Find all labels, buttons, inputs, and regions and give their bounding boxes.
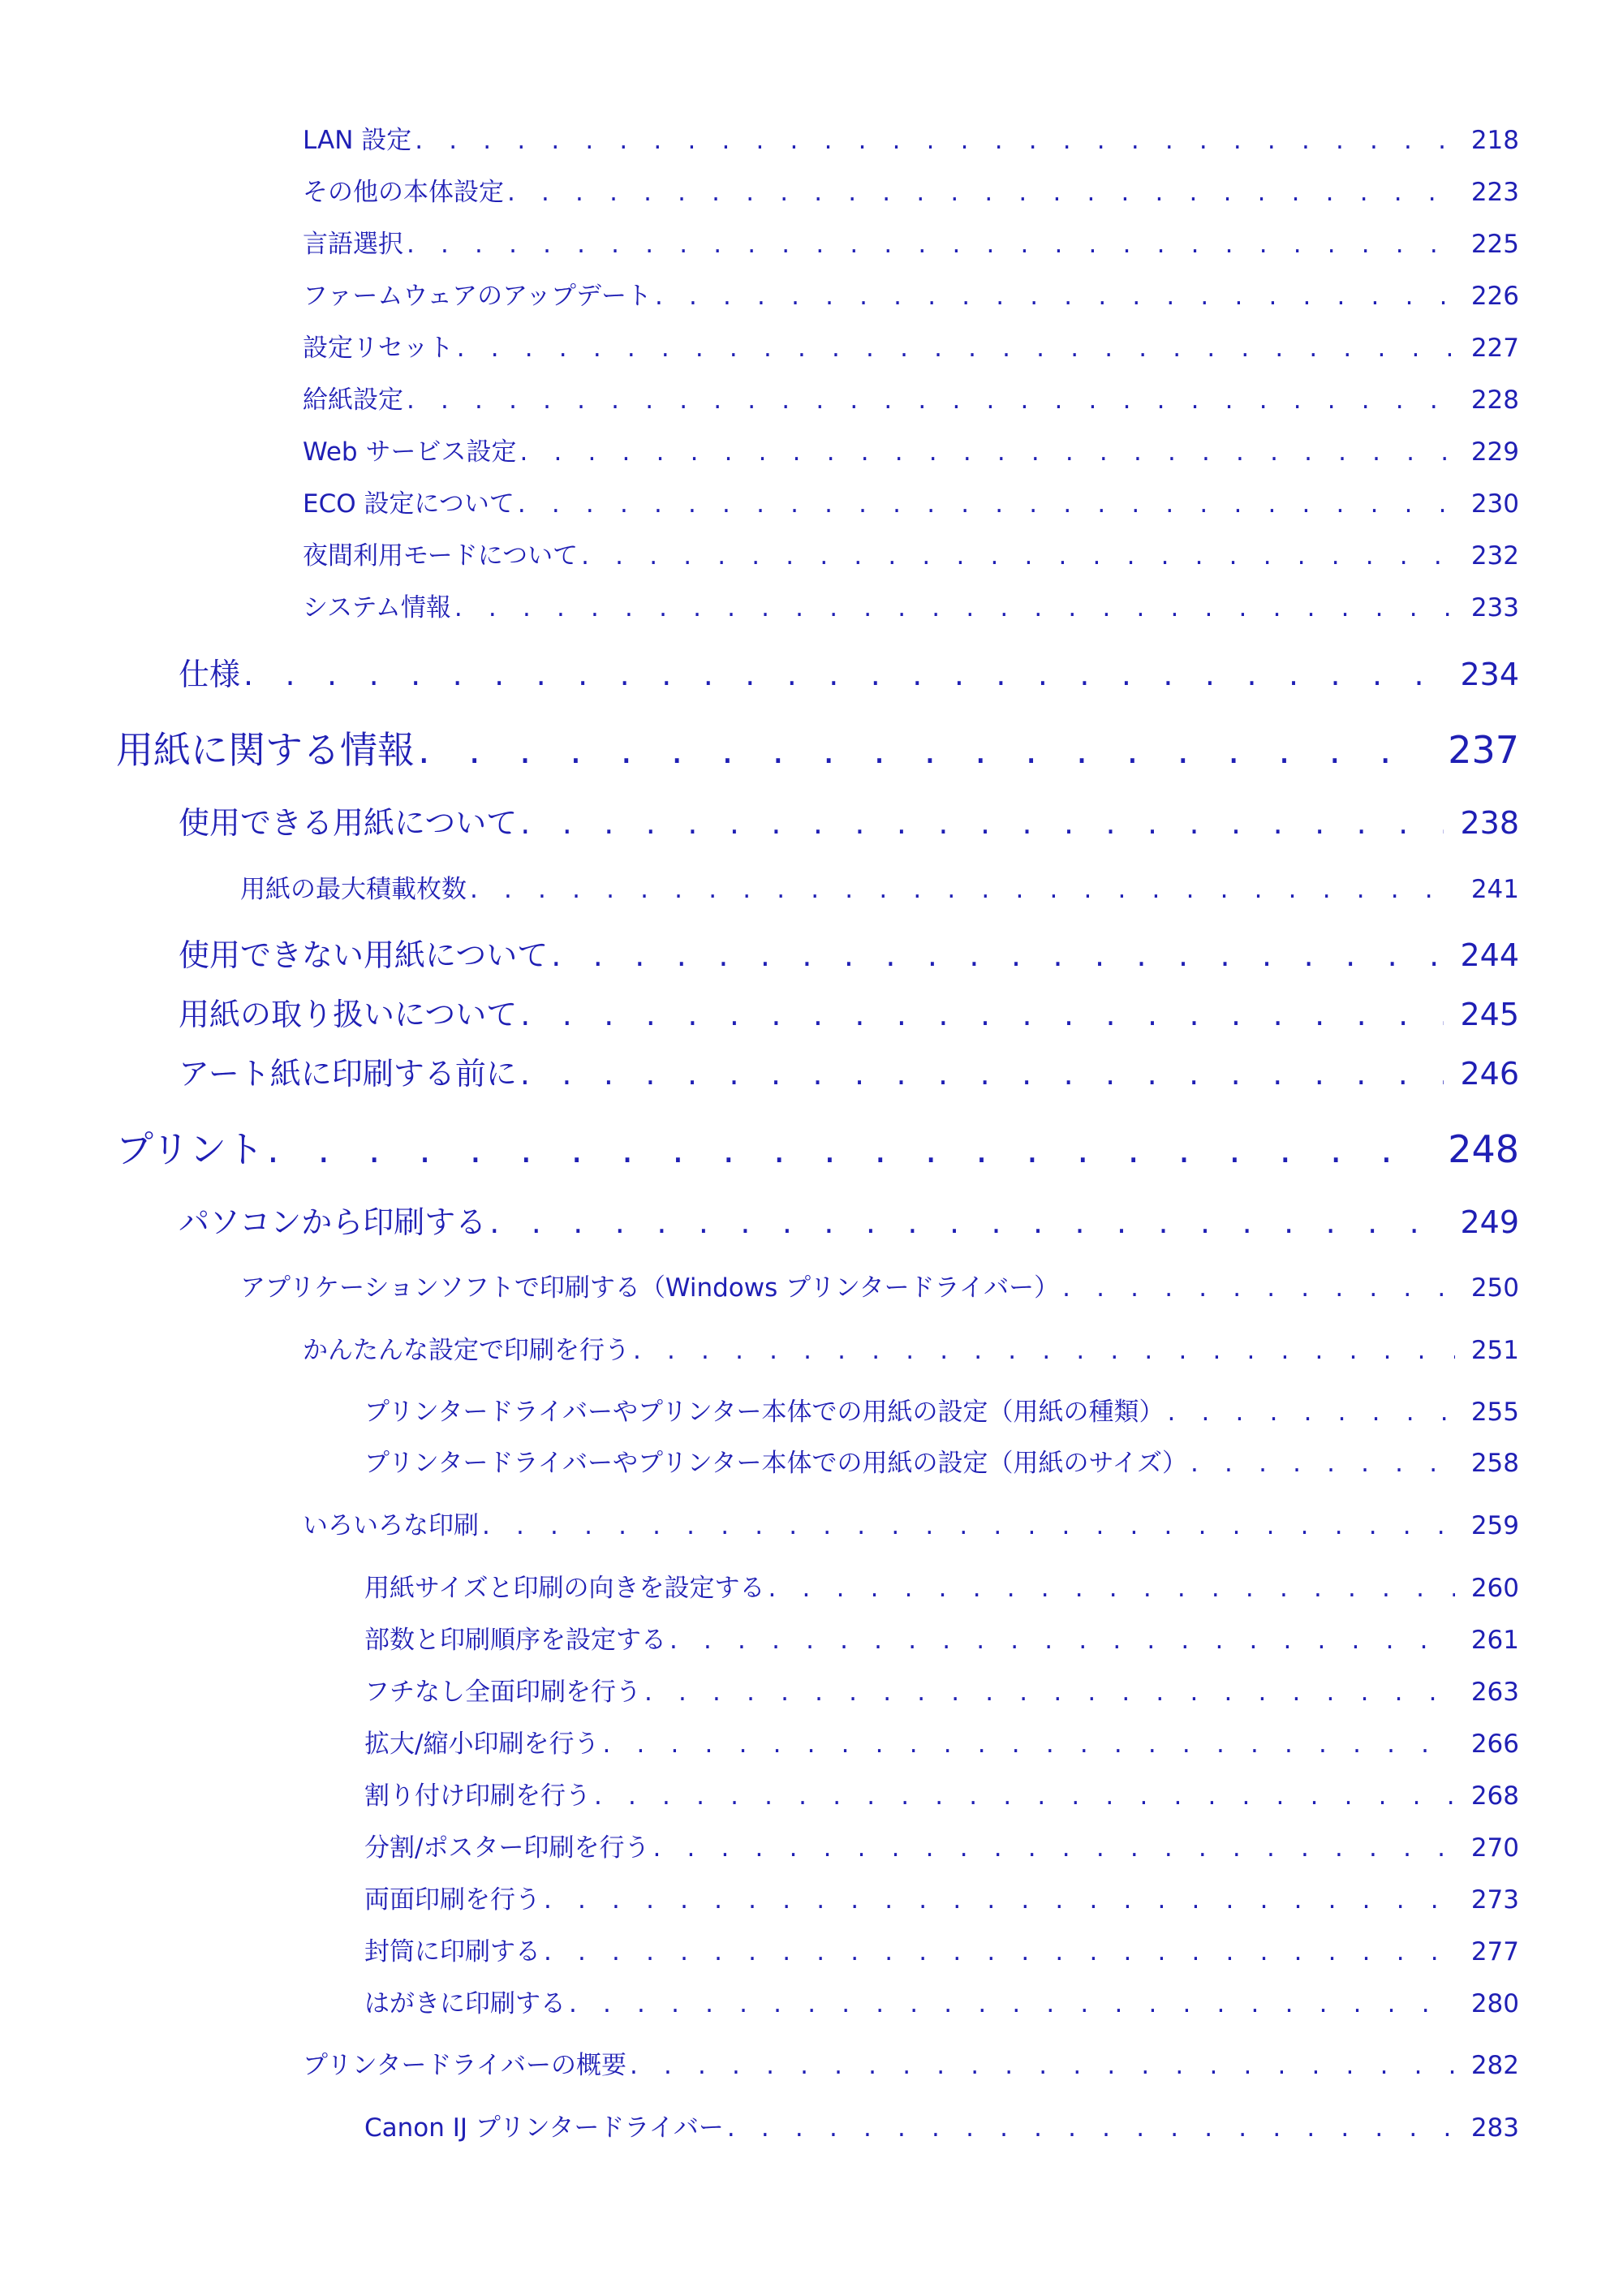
toc-entry-title: パソコンから印刷する <box>179 1204 487 1240</box>
toc-dot-leader <box>1190 1449 1455 1478</box>
toc-dot-leader <box>482 1511 1455 1540</box>
toc-dot-leader <box>267 1127 1431 1171</box>
toc-entry-firmware-update[interactable] <box>303 275 1519 312</box>
toc-dot-leader <box>644 1678 1455 1707</box>
toc-entry-easy-print[interactable] <box>303 1329 1519 1366</box>
toc-entry-title: その他の本体設定 <box>303 178 504 207</box>
toc-entry-driver-overview[interactable] <box>303 2044 1519 2081</box>
toc-entry-other-settings[interactable] <box>303 171 1519 208</box>
toc-dot-leader <box>520 805 1444 841</box>
toc-entry-page: 248 <box>1448 1127 1519 1171</box>
toc-entry-page: 258 <box>1470 1449 1519 1478</box>
toc-entry-page: 228 <box>1470 386 1519 415</box>
toc-entry-page: 255 <box>1470 1398 1519 1427</box>
toc-entry-paper-size-settings[interactable] <box>364 1442 1519 1479</box>
toc-dot-leader <box>454 593 1455 622</box>
toc-entry-title: 使用できない用紙について <box>179 937 549 973</box>
toc-dot-leader <box>243 657 1444 692</box>
toc-dot-leader <box>1168 1398 1455 1427</box>
toc-entry-title: プリンタードライバーやプリンター本体での用紙の設定（用紙の種類） <box>364 1398 1165 1427</box>
toc-entry-page: 273 <box>1470 1885 1519 1915</box>
toc-entry-page: 244 <box>1460 937 1519 973</box>
toc-entry-page: 223 <box>1470 178 1519 207</box>
toc-entry-title: プリント <box>116 1127 265 1171</box>
toc-entry-title: アプリケーションソフトで印刷する（Windows プリンタードライバー） <box>240 1273 1060 1303</box>
toc-entry-page: 260 <box>1470 1574 1519 1603</box>
toc-entry-lan-settings[interactable] <box>303 119 1519 156</box>
toc-entry-page: 245 <box>1460 997 1519 1032</box>
toc-entry-various-printing[interactable] <box>303 1505 1519 1541</box>
toc-dot-leader <box>630 2051 1455 2080</box>
toc-entry-title: 仕様 <box>179 657 241 692</box>
toc-dot-leader <box>520 997 1444 1032</box>
toc-dot-leader <box>594 1781 1455 1811</box>
toc-entry-page: 229 <box>1470 437 1519 467</box>
toc-entry-page: 250 <box>1470 1273 1519 1303</box>
toc-entry-title: 用紙サイズと印刷の向きを設定する <box>364 1574 765 1603</box>
toc-dot-leader <box>602 1730 1454 1759</box>
toc-dot-leader <box>489 1204 1444 1240</box>
toc-entry-duplex[interactable] <box>364 1879 1519 1915</box>
toc-entry-title: 夜間利用モードについて <box>303 541 579 571</box>
toc-entry-page: 233 <box>1470 593 1519 622</box>
toc-entry-envelope[interactable] <box>364 1931 1519 1967</box>
toc-entry-title: アート紙に印刷する前に <box>179 1056 517 1092</box>
toc-entry-title: 用紙に関する情報 <box>116 728 415 772</box>
toc-entry-night-mode[interactable] <box>303 535 1519 571</box>
toc-dot-leader <box>551 937 1444 973</box>
toc-entry-page: 259 <box>1470 1511 1519 1540</box>
toc-entry-title: ファームウェアのアップデート <box>303 282 652 311</box>
toc-entry-title: 用紙の最大積載枚数 <box>240 875 467 904</box>
toc-entry-feed-settings[interactable] <box>303 379 1519 416</box>
toc-entry-title: ECO 設定について <box>303 489 514 519</box>
toc-entry-page: 266 <box>1470 1730 1519 1759</box>
toc-entry-scaled-print[interactable] <box>364 1723 1519 1760</box>
toc-entry-reset-settings[interactable] <box>303 327 1519 364</box>
toc-entry-page: 277 <box>1470 1937 1519 1966</box>
toc-entry-print-from-app[interactable] <box>240 1267 1519 1303</box>
toc-entry-page: 227 <box>1470 334 1519 363</box>
toc-dot-leader <box>407 386 1455 415</box>
toc-dot-leader <box>520 1056 1444 1092</box>
toc-entry-title: 分割/ポスター印刷を行う <box>364 1833 650 1863</box>
toc-dot-leader <box>569 1989 1455 2018</box>
toc-dot-leader <box>519 437 1454 467</box>
toc-dot-leader <box>581 541 1455 571</box>
toc-entry-page: 283 <box>1470 2113 1519 2143</box>
toc-entry-title: Web サービス設定 <box>303 437 517 467</box>
toc-entry-title: はがきに印刷する <box>364 1989 566 2018</box>
toc-entry-page: 263 <box>1470 1678 1519 1707</box>
toc-dot-leader <box>633 1336 1455 1365</box>
toc-entry-before-art-paper[interactable] <box>179 1049 1519 1093</box>
toc-dot-leader <box>768 1574 1455 1603</box>
toc-entry-title: 封筒に印刷する <box>364 1937 540 1966</box>
toc-entry-title: かんたんな設定で印刷を行う <box>303 1336 630 1365</box>
toc-entry-page: 234 <box>1460 657 1519 692</box>
toc-entry-page: 230 <box>1470 489 1519 519</box>
toc-dot-leader <box>544 1937 1455 1966</box>
toc-entry-paper-handling[interactable] <box>179 989 1519 1034</box>
toc-entry-title: 使用できる用紙について <box>179 805 518 841</box>
toc-dot-leader <box>655 282 1455 311</box>
toc-entry-title: 言語選択 <box>303 230 403 259</box>
toc-dot-leader <box>457 334 1455 363</box>
toc-entry-page: 270 <box>1470 1833 1519 1863</box>
toc-entry-system-info[interactable] <box>303 587 1519 623</box>
toc-dot-leader <box>727 2113 1455 2143</box>
toc-entry-page: 249 <box>1460 1204 1519 1240</box>
toc-dot-leader <box>507 178 1455 207</box>
toc-dot-leader <box>669 1626 1455 1655</box>
toc-entry-copies-order[interactable] <box>364 1619 1519 1656</box>
toc-entry-unusable-paper[interactable] <box>179 930 1519 975</box>
toc-entry-page-layout[interactable] <box>364 1775 1519 1811</box>
toc-entry-page: 261 <box>1470 1626 1519 1655</box>
toc-dot-leader <box>418 728 1431 772</box>
toc-entry-usable-paper[interactable] <box>179 798 1519 842</box>
toc-entry-print-from-pc[interactable] <box>179 1197 1519 1242</box>
toc-entry-title: 給紙設定 <box>303 386 403 415</box>
toc-entry-canon-ij-driver[interactable] <box>364 2107 1519 2143</box>
toc-entry-title: プリンタードライバーやプリンター本体での用紙の設定（用紙のサイズ） <box>364 1449 1188 1478</box>
toc-entry-page: 268 <box>1470 1781 1519 1811</box>
toc-entry-eco-settings[interactable] <box>303 483 1519 519</box>
toc-dot-leader <box>470 875 1455 904</box>
toc-entry-page: 225 <box>1470 230 1519 259</box>
toc-entry-tiling-poster[interactable] <box>364 1827 1519 1863</box>
toc-entry-page: 237 <box>1448 728 1519 772</box>
toc-entry-language[interactable] <box>303 223 1519 260</box>
toc-dot-leader <box>518 489 1455 519</box>
toc-dot-leader <box>407 230 1455 259</box>
toc-entry-max-paper-capacity[interactable] <box>240 868 1519 905</box>
toc-entry-paper-size-orientation[interactable] <box>364 1567 1519 1604</box>
toc-entry-borderless[interactable] <box>364 1671 1519 1708</box>
toc-entry-page: 280 <box>1470 1989 1519 2018</box>
toc-entry-title: フチなし全面印刷を行う <box>364 1678 641 1707</box>
toc-entry-page: 246 <box>1460 1056 1519 1092</box>
toc-entry-title: 設定リセット <box>303 334 454 363</box>
toc-entry-web-service[interactable] <box>303 431 1519 467</box>
toc-entry-page: 251 <box>1470 1336 1519 1365</box>
toc-dot-leader <box>415 126 1455 155</box>
toc-entry-paper-info[interactable] <box>116 721 1519 774</box>
toc-entry-page: 232 <box>1470 541 1519 571</box>
toc-entry-paper-type-settings[interactable] <box>364 1391 1519 1428</box>
toc-dot-leader <box>1062 1273 1455 1303</box>
toc-entry-print[interactable] <box>116 1120 1519 1174</box>
toc-entry-title: LAN 設定 <box>303 126 412 155</box>
toc-dot-leader <box>652 1833 1454 1863</box>
toc-entry-page: 218 <box>1470 126 1519 155</box>
toc-dot-leader <box>544 1885 1455 1915</box>
toc-entry-title: プリンタードライバーの概要 <box>303 2051 626 2080</box>
toc-entry-title: 用紙の取り扱いについて <box>179 997 518 1032</box>
toc-entry-specifications[interactable] <box>179 649 1519 694</box>
toc-entry-page: 282 <box>1470 2051 1519 2080</box>
toc-entry-title: 両面印刷を行う <box>364 1885 540 1915</box>
toc-entry-title: システム情報 <box>303 593 451 622</box>
toc-entry-title: Canon IJ プリンタードライバー <box>364 2113 724 2143</box>
toc-entry-page: 241 <box>1470 875 1519 904</box>
toc-entry-page: 238 <box>1460 805 1519 841</box>
toc-entry-page: 226 <box>1470 282 1519 311</box>
toc-entry-title: 拡大/縮小印刷を行う <box>364 1730 600 1759</box>
toc-entry-title: 割り付け印刷を行う <box>364 1781 591 1811</box>
toc-entry-postcard[interactable] <box>364 1983 1519 2019</box>
toc-entry-title: いろいろな印刷 <box>303 1511 479 1540</box>
toc-entry-title: 部数と印刷順序を設定する <box>364 1626 666 1655</box>
